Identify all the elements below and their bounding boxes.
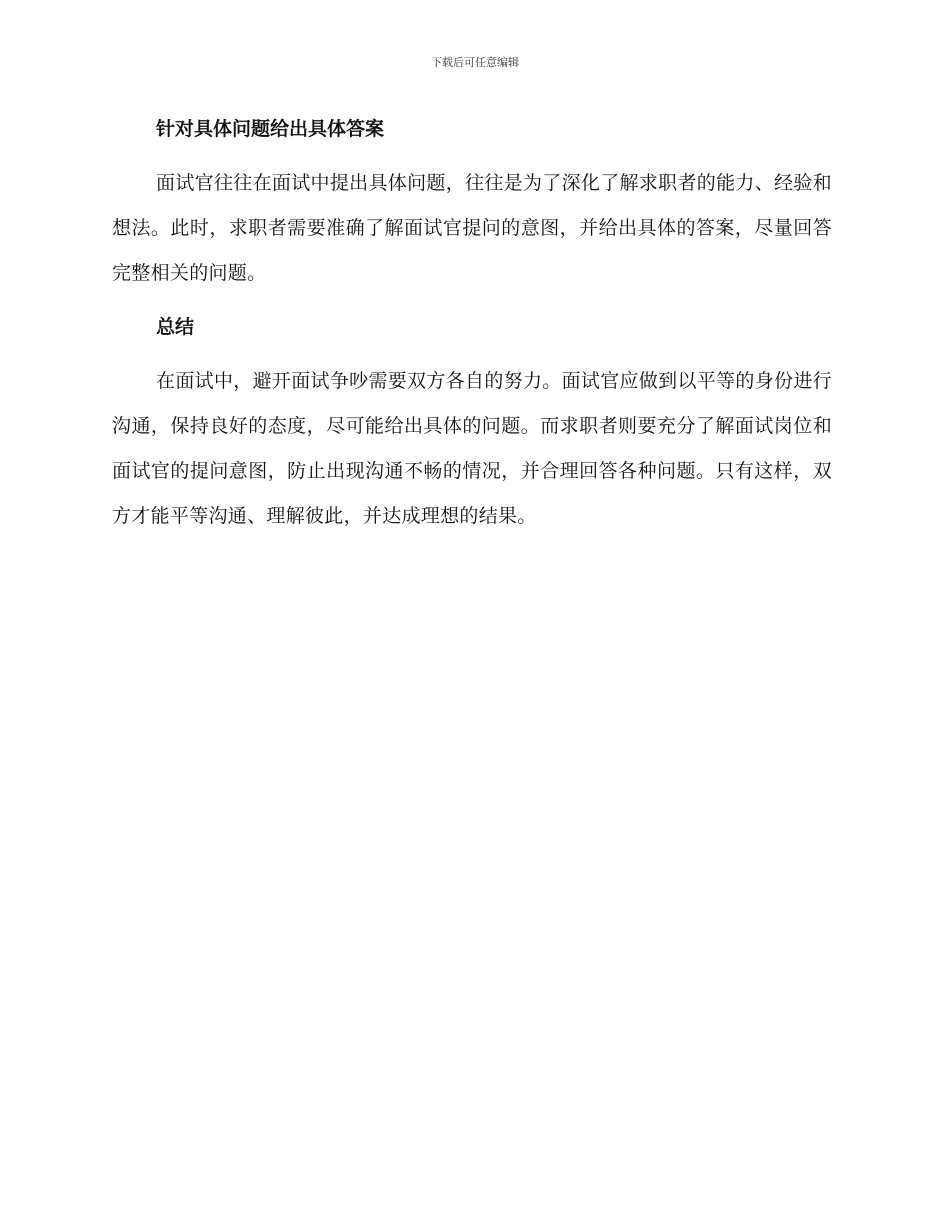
section-heading-specific-answers: 针对具体问题给出具体答案 bbox=[156, 118, 385, 140]
section-heading-summary: 总结 bbox=[156, 316, 195, 338]
paragraph-summary: 在面试中，避开面试争吵需要双方各自的努力。面试官应做到以平等的身份进行沟通，保持良好的态度，尽可能给出具体的问题。而求职者则要充分了解面试岗位和面试官的提问意图，防止出现沟通不畅的情况，并合理回答各种问题。只有这样，双方才能平等沟通、理解彼此，并达成理想的结果。 bbox=[112, 370, 832, 527]
paragraph-specific-answers: 面试官往往在面试中提出具体问题，往往是为了深化了解求职者的能力、经验和想法。此时，求职者需要准确了解面试官提问的意图，并给出具体的答案，尽量回答完整相关的问题。 bbox=[112, 172, 832, 284]
document-body bbox=[112, 110, 832, 539]
page-header-note: 下载后可任意编辑 bbox=[431, 56, 519, 69]
